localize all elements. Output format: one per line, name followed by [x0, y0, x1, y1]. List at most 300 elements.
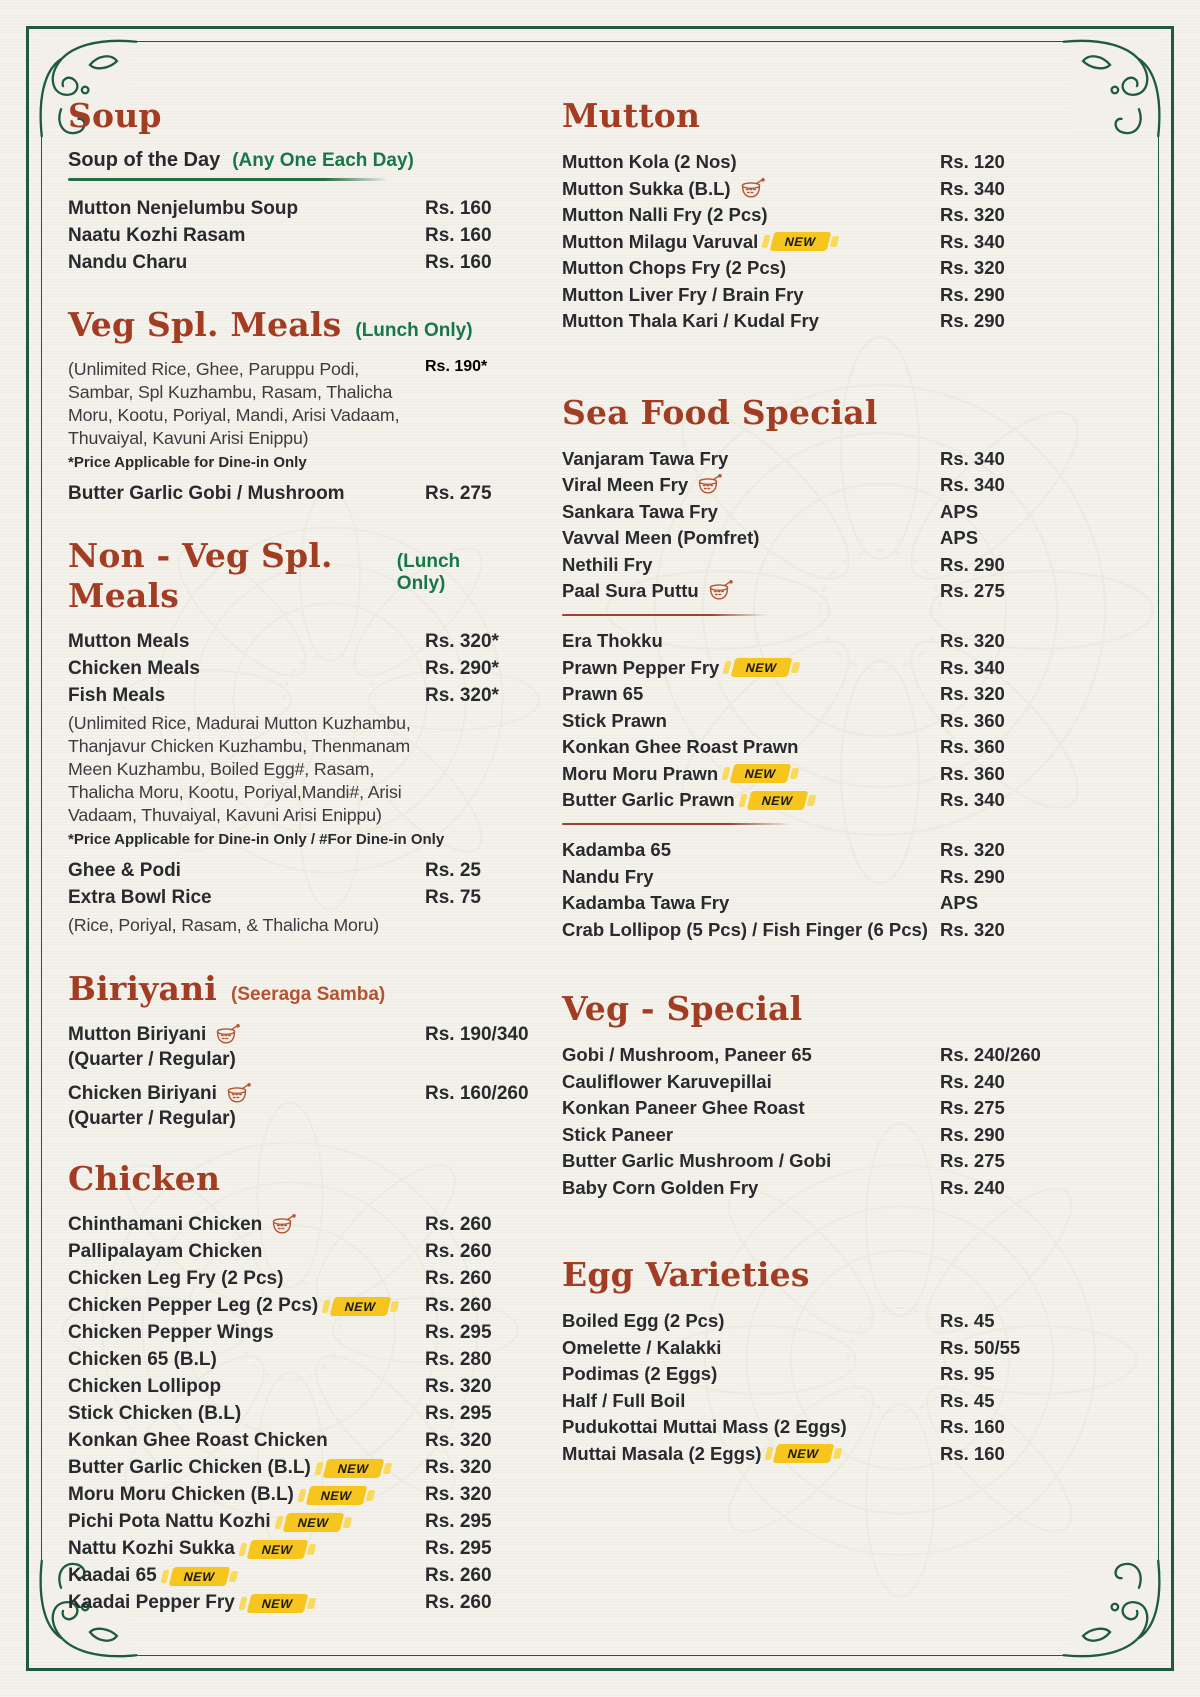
menu-item-row [562, 1441, 1010, 1468]
menu-item-name-group [562, 151, 940, 173]
section-mutton [562, 96, 1010, 335]
menu-item-name-group [68, 1295, 425, 1317]
clay-pot-icon [697, 474, 723, 496]
menu-item-price: Rs. 295 [425, 1322, 492, 1344]
menu-item-price: Rs. 340 [940, 789, 1005, 811]
menu-item-row [68, 1081, 529, 1108]
menu-item-name-group [68, 252, 425, 274]
menu-item-row [562, 1069, 1010, 1096]
section-veg-special [562, 989, 1041, 1201]
menu-item-name-group [562, 839, 940, 861]
section-heading [68, 969, 492, 1009]
menu-item-name: Mutton Liver Fry / Brain Fry [562, 283, 804, 305]
menu-item-name-group [562, 710, 940, 732]
menu-item-name: Podimas (2 Eggs) [562, 1363, 718, 1385]
item-description: (Rice, Poriyal, Rasam, & Thalicha Moru) [68, 914, 380, 935]
menu-item-name: Konkan Paneer Ghee Roast [562, 1097, 805, 1119]
menu-item-name: Vanjaram Tawa Fry [562, 447, 729, 469]
menu-item-price: Rs. 260 [425, 1592, 492, 1614]
menu-item-name-group [68, 1538, 425, 1560]
menu-item-name: Chicken Lollipop [68, 1376, 222, 1398]
menu-item-name-group [68, 483, 425, 505]
menu-item-name: Stick Chicken (B.L) [68, 1403, 242, 1425]
menu-item-price: Rs. 260 [425, 1565, 492, 1587]
menu-item-name-group [68, 1083, 425, 1105]
menu-item-name: Nandu Fry [562, 865, 654, 887]
menu-item-name-group [562, 1097, 940, 1119]
menu-item-name: Nethili Fry [562, 553, 653, 575]
menu-column-left [68, 96, 529, 1617]
menu-item-name-group [68, 685, 425, 707]
menu-item-row [68, 1374, 492, 1401]
clay-pot-icon [271, 1214, 297, 1236]
menu-item-price: Rs. 190* [425, 357, 488, 375]
menu-item-price: APS [940, 527, 979, 549]
menu-item-price: Rs. 160 [940, 1416, 1005, 1438]
menu-item-row [562, 708, 1010, 735]
menu-item-name-group [562, 789, 940, 811]
menu-item-row [562, 472, 1010, 499]
section-nonveg-spl-meals [68, 535, 499, 937]
menu-item-name-group [562, 763, 940, 785]
menu-item-name: Chicken Biriyani [68, 1083, 217, 1105]
menu-item-row [68, 1212, 492, 1239]
menu-item-price: Rs. 160/260 [425, 1083, 529, 1105]
corner-flourish-icon [1058, 1555, 1164, 1661]
section-heading [562, 989, 1010, 1029]
new-badge: NEW [330, 1297, 391, 1316]
menu-item-name-group [68, 1241, 425, 1263]
new-badge: NEW [246, 1540, 307, 1559]
menu-item-row [562, 734, 1010, 761]
menu-item-name: Konkan Ghee Roast Chicken [68, 1430, 328, 1452]
menu-item-name: Prawn Pepper Fry [562, 656, 720, 678]
menu-item-row [562, 176, 1010, 203]
item-description-row [68, 358, 492, 450]
menu-item-row [562, 890, 1010, 917]
menu-item-price: Rs. 160 [425, 252, 492, 274]
menu-item-price: Rs. 260 [425, 1295, 492, 1317]
menu-item-name-group [68, 1403, 425, 1425]
menu-item-name-group [562, 448, 940, 470]
menu-item-price: Rs. 75 [425, 887, 481, 909]
corner-flourish-icon [1058, 36, 1164, 142]
menu-item-name: Mutton Sukka (B.L) [562, 177, 731, 199]
menu-item-row [562, 255, 1010, 282]
new-badge: NEW [731, 658, 792, 677]
section-divider [562, 823, 792, 826]
menu-item-price: APS [940, 500, 979, 522]
menu-item-name-group [68, 1376, 425, 1398]
menu-item-price: Rs. 160 [425, 198, 492, 220]
menu-item-price: Rs. 95 [940, 1363, 995, 1385]
menu-item-price: Rs. 320 [425, 1376, 492, 1398]
menu-item-name: Sankara Tawa Fry [562, 500, 718, 522]
menu-item-row [562, 446, 1010, 473]
menu-item-price: Rs. 360 [940, 709, 1005, 731]
section-egg-varieties [562, 1255, 1021, 1467]
section-heading [562, 393, 1010, 433]
menu-item-row [68, 1401, 492, 1428]
menu-item-row [562, 1095, 1010, 1122]
menu-item-price: Rs. 320 [940, 204, 1005, 226]
menu-item-name: Mutton Meals [68, 631, 190, 653]
menu-item-row [562, 1042, 1041, 1069]
menu-item-row [68, 1266, 492, 1293]
menu-item-name: Cauliflower Karuvepillai [562, 1070, 772, 1092]
menu-item-price: Rs. 320* [425, 631, 499, 653]
new-badge: NEW [282, 1513, 343, 1532]
menu-item-name-group [68, 887, 425, 909]
menu-item-price: Rs. 25 [425, 860, 481, 882]
item-description-row [68, 712, 492, 827]
section-heading [68, 305, 492, 345]
menu-item-name-group [562, 1443, 940, 1465]
menu-item-name-group [562, 736, 940, 758]
menu-item-name: Pallipalayam Chicken [68, 1241, 263, 1263]
menu-column-right [562, 96, 1041, 1467]
section-chicken [68, 1159, 492, 1617]
menu-item-name: Mutton Thala Kari / Kudal Fry [562, 310, 819, 332]
menu-item-price: Rs. 160 [425, 225, 492, 247]
menu-item-name-group [562, 1177, 940, 1199]
menu-item-row [68, 196, 492, 223]
menu-item-row [562, 864, 1010, 891]
menu-item-name: Mutton Chops Fry (2 Pcs) [562, 257, 787, 279]
menu-item-name-group [562, 580, 940, 602]
menu-item-name: Moru Moru Prawn [562, 762, 719, 784]
menu-item-price: Rs. 295 [425, 1403, 492, 1425]
menu-item-price: Rs. 295 [425, 1511, 492, 1533]
menu-item-name: Kadamba 65 [562, 839, 671, 861]
menu-item-price: Rs. 275 [940, 580, 1005, 602]
section-heading [68, 536, 492, 616]
section-heading [68, 96, 492, 136]
menu-item-name: Butter Garlic Prawn [562, 789, 735, 811]
menu-item-name: Stick Prawn [562, 709, 667, 731]
price-footnote: *Price Applicable for Dine-in Only [68, 453, 307, 471]
new-badge: NEW [730, 764, 791, 783]
menu-item-row [68, 1239, 492, 1266]
section-title-biriyani: Biriyani [68, 968, 218, 1008]
menu-item-row [562, 1361, 1010, 1388]
new-badge: NEW [306, 1486, 367, 1505]
menu-item-name-group [562, 310, 940, 332]
menu-item-name: Omelette / Kalakki [562, 1336, 722, 1358]
menu-item-price: Rs. 340 [940, 230, 1005, 252]
menu-item-row [562, 1335, 1021, 1362]
menu-item-name-group [68, 1268, 425, 1290]
menu-item-row [68, 1293, 492, 1320]
menu-item-row [562, 149, 1010, 176]
menu-item-name: Konkan Ghee Roast Prawn [562, 736, 799, 758]
menu-item-name: Ghee & Podi [68, 860, 181, 882]
menu-item-row [562, 552, 1010, 579]
menu-item-price: Rs. 275 [940, 1150, 1005, 1172]
menu-item-name-group [562, 1071, 940, 1093]
menu-item-price: Rs. 45 [940, 1389, 995, 1411]
subheader-label: Soup of the Day [68, 149, 221, 171]
menu-item-row [68, 629, 499, 656]
menu-item-name-group [562, 1390, 940, 1412]
section-subheader [68, 149, 492, 172]
subheader-note: (Any One Each Day) [232, 150, 414, 171]
menu-item-row [562, 681, 1010, 708]
menu-item-name-group [68, 1214, 425, 1236]
menu-item-price: Rs. 360 [940, 736, 1005, 758]
menu-item-name: Prawn 65 [562, 683, 644, 705]
menu-item-name-group [68, 658, 425, 680]
menu-item-price: Rs. 320* [425, 685, 499, 707]
menu-item-name: Nandu Charu [68, 252, 188, 274]
new-badge: NEW [770, 232, 831, 251]
new-badge: NEW [322, 1459, 383, 1478]
item-description: (Unlimited Rice, Ghee, Paruppu Podi, Sambar, Spl Kuzhambu, Rasam, Thalicha Moru, Kootu, Poriyal, Mandi, Arisi Vadaam, Thuvaiyal, Kavuni Arisi Enippu) [68, 358, 400, 448]
menu-item-row [562, 787, 1010, 814]
menu-item-name-group [562, 257, 940, 279]
menu-item-price: Rs. 320 [940, 839, 1005, 861]
new-badge: NEW [246, 1594, 307, 1613]
menu-item-name: Gobi / Mushroom, Paneer 65 [562, 1044, 812, 1066]
new-badge: NEW [773, 1444, 834, 1463]
menu-item-name-group [562, 1124, 940, 1146]
menu-item-row [68, 1590, 492, 1617]
menu-item-row [68, 1509, 492, 1536]
menu-item-row [562, 761, 1010, 788]
menu-item-name-group [562, 178, 940, 200]
menu-item-name-group [68, 1457, 425, 1479]
menu-item-name: Chicken Leg Fry (2 Pcs) [68, 1268, 284, 1290]
menu-item-subtitle: (Quarter / Regular) [68, 1048, 236, 1070]
menu-item-name: Mutton Nenjelumbu Soup [68, 198, 299, 220]
section-sea-food-special [562, 393, 1010, 944]
menu-item-row [562, 628, 1010, 655]
menu-item-name: Crab Lollipop (5 Pcs) / Fish Finger (6 Pcs) [562, 918, 928, 940]
menu-item-name: Pichi Pota Nattu Kozhi [68, 1511, 271, 1533]
section-heading [68, 1159, 492, 1199]
menu-item-name-group [562, 501, 940, 523]
menu-item-row [68, 1022, 529, 1049]
menu-item-price: Rs. 275 [425, 483, 492, 505]
section-title-mutton: Mutton [562, 96, 701, 135]
menu-item-name-group [68, 1511, 425, 1533]
menu-item-price: Rs. 320 [425, 1430, 492, 1452]
menu-item-price: Rs. 45 [940, 1310, 995, 1332]
menu-item-row [562, 308, 1010, 335]
menu-item-price: APS [940, 892, 979, 914]
new-badge: NEW [746, 791, 807, 810]
menu-item-price: Rs. 260 [425, 1268, 492, 1290]
menu-item-row [562, 1175, 1010, 1202]
menu-item-row [68, 1455, 492, 1482]
menu-item-name-group [562, 1337, 940, 1359]
menu-item-row [68, 1536, 492, 1563]
menu-item-name-group [562, 204, 940, 226]
menu-item-price: Rs. 240 [940, 1070, 1005, 1092]
menu-item-row [562, 837, 1010, 864]
item-description: (Unlimited Rice, Madurai Mutton Kuzhambu, Thanjavur Chicken Kuzhambu, Thenmanam Meen Kuzhambu, Boiled Egg#, Rasam, Thalicha Moru, Kootu, Poriyal,Mandi#, Arisi Vadaam, Thuvaiyal, Kavuni Arisi Enippu) [68, 712, 411, 825]
menu-item-name: Mutton Kola (2 Nos) [562, 151, 737, 173]
menu-item-name-group [68, 631, 425, 653]
section-title-egg-varieties: Egg Varieties [562, 1255, 810, 1295]
menu-item-price: Rs. 290 [940, 283, 1005, 305]
menu-item-name: Chicken Meals [68, 658, 200, 680]
menu-item-name: Butter Garlic Chicken (B.L) [68, 1457, 311, 1479]
menu-item-subtitle: (Quarter / Regular) [68, 1107, 236, 1129]
menu-item-name-group [562, 554, 940, 576]
menu-item-price: Rs. 290 [940, 553, 1005, 575]
menu-item-name: Vavval Meen (Pomfret) [562, 527, 760, 549]
menu-item-name: Mutton Biriyani [68, 1024, 207, 1046]
menu-item-name-group [562, 683, 940, 705]
menu-item-row [68, 683, 499, 710]
price-footnote: *Price Applicable for Dine-in Only / #For Dine-in Only [68, 830, 445, 848]
menu-item-name: Chicken Pepper Leg (2 Pcs) [68, 1295, 319, 1317]
menu-item-name-group [562, 1416, 940, 1438]
menu-item-row [68, 1482, 492, 1509]
menu-item-row [562, 525, 1010, 552]
menu-item-name-group [562, 1044, 940, 1066]
menu-item-price: Rs. 260 [425, 1241, 492, 1263]
clay-pot-icon [740, 178, 766, 200]
menu-item-name: Paal Sura Puttu [562, 580, 699, 602]
menu-item-name-group [68, 1322, 425, 1344]
menu-item-row [68, 1563, 492, 1590]
section-divider [562, 614, 767, 617]
menu-item-row [562, 499, 1010, 526]
menu-item-price: Rs. 360 [940, 762, 1005, 784]
section-heading [562, 1255, 1010, 1295]
menu-item-name: Boiled Egg (2 Pcs) [562, 1310, 725, 1332]
clay-pot-icon [708, 580, 734, 602]
menu-item-name-group [68, 1024, 425, 1046]
menu-item-row [68, 656, 499, 683]
menu-item-row [562, 578, 1010, 605]
menu-item-name: Baby Corn Golden Fry [562, 1176, 759, 1198]
menu-item-name-group [562, 866, 940, 888]
menu-item-name: Pudukottai Muttai Mass (2 Eggs) [562, 1416, 847, 1438]
menu-item-name: Chinthamani Chicken [68, 1214, 263, 1236]
clay-pot-icon [226, 1083, 252, 1105]
menu-item-price: Rs. 340 [940, 656, 1005, 678]
menu-item-row [68, 885, 492, 912]
menu-item-price: Rs. 290 [940, 310, 1005, 332]
menu-item-price: Rs. 320 [940, 630, 1005, 652]
menu-item-price: Rs. 240/260 [940, 1044, 1041, 1066]
menu-item-row [68, 250, 492, 277]
section-title-nonveg-spl-meals: Non - Veg Spl. Meals [68, 535, 333, 615]
menu-item-price: Rs. 160 [940, 1442, 1005, 1464]
menu-item-row [68, 223, 492, 250]
menu-item-name-group [68, 1349, 425, 1371]
section-title-chicken: Chicken [68, 1158, 221, 1198]
menu-item-price: Rs. 190/340 [425, 1024, 529, 1046]
menu-item-name: Butter Garlic Gobi / Mushroom [68, 483, 345, 505]
section-soup [68, 96, 492, 277]
menu-item-row [562, 1414, 1010, 1441]
menu-item-price: Rs. 320 [940, 257, 1005, 279]
menu-item-row [68, 1320, 492, 1347]
menu-item-name-group [68, 225, 425, 247]
section-title-veg-special: Veg - Special [562, 989, 803, 1029]
menu-item-name: Muttai Masala (2 Eggs) [562, 1442, 762, 1464]
menu-item-name-group [562, 527, 940, 549]
menu-item-row [562, 917, 1010, 944]
menu-item-name: Chicken Pepper Wings [68, 1322, 274, 1344]
menu-item-row [562, 1148, 1010, 1175]
menu-item-name: Mutton Milagu Varuval [562, 230, 759, 252]
menu-item-name-group [68, 1565, 425, 1587]
menu-item-name-group [68, 860, 425, 882]
menu-item-name: Naatu Kozhi Rasam [68, 225, 246, 247]
section-biriyani [68, 968, 529, 1131]
menu-item-price: Rs. 320 [425, 1484, 492, 1506]
menu-item-row [68, 858, 492, 885]
menu-item-name-group [68, 198, 425, 220]
menu-item-name: Stick Paneer [562, 1123, 674, 1145]
menu-item-name: Kadamba Tawa Fry [562, 892, 730, 914]
menu-item-name: Kaadai 65 [68, 1565, 157, 1587]
section-title-suffix: (Lunch Only) [355, 319, 473, 341]
menu-item-name-group [562, 474, 940, 496]
menu-item-name-group [68, 1430, 425, 1452]
menu-item-price: Rs. 340 [940, 177, 1005, 199]
menu-item-price: Rs. 290 [940, 865, 1005, 887]
menu-item-price: Rs. 260 [425, 1214, 492, 1236]
menu-item-row [68, 1428, 492, 1455]
menu-item-name-group [562, 284, 940, 306]
menu-item-row [562, 282, 1010, 309]
menu-item-name-group [562, 1150, 940, 1172]
menu-item-name: Half / Full Boil [562, 1389, 686, 1411]
menu-item-row [68, 1347, 492, 1374]
section-heading [562, 96, 1010, 136]
menu-item-name-group [68, 1484, 425, 1506]
section-title-suffix: (Lunch Only) [396, 550, 461, 594]
menu-item-row [562, 229, 1010, 256]
menu-item-name: Chicken 65 (B.L) [68, 1349, 217, 1371]
section-title-soup: Soup [68, 96, 162, 135]
menu-item-row [562, 1308, 1010, 1335]
menu-item-price: Rs. 320 [425, 1457, 492, 1479]
subheader-underline [68, 178, 388, 181]
section-title-suffix: (Seeraga Samba) [231, 983, 386, 1005]
menu-item-name: Moru Moru Chicken (B.L) [68, 1484, 294, 1506]
menu-item-price: Rs. 340 [940, 474, 1005, 496]
menu-item-name: Extra Bowl Rice [68, 887, 212, 909]
menu-item-name: Nattu Kozhi Sukka [68, 1538, 235, 1560]
menu-item-price: Rs. 290* [425, 658, 499, 680]
menu-item-price: Rs. 275 [940, 1097, 1005, 1119]
menu-item-name-group [562, 1363, 940, 1385]
menu-item-price: Rs. 320 [940, 918, 1005, 940]
menu-item-name-group [562, 231, 940, 253]
new-badge: NEW [168, 1567, 229, 1586]
menu-item-name-group [562, 630, 940, 652]
menu-item-name-group [562, 919, 940, 941]
menu-item-price: Rs. 50/55 [940, 1336, 1021, 1358]
section-title-veg-spl-meals: Veg Spl. Meals [68, 304, 342, 344]
menu-item-row [562, 1122, 1010, 1149]
menu-item-name-group [68, 1592, 425, 1614]
menu-item-name-group [562, 657, 940, 679]
menu-item-price: Rs. 320 [940, 683, 1005, 705]
section-veg-spl-meals [68, 305, 492, 508]
menu-item-price: Rs. 340 [940, 447, 1005, 469]
menu-item-name: Viral Meen Fry [562, 474, 689, 496]
menu-item-name: Mutton Nalli Fry (2 Pcs) [562, 204, 768, 226]
menu-item-name-group [562, 892, 940, 914]
